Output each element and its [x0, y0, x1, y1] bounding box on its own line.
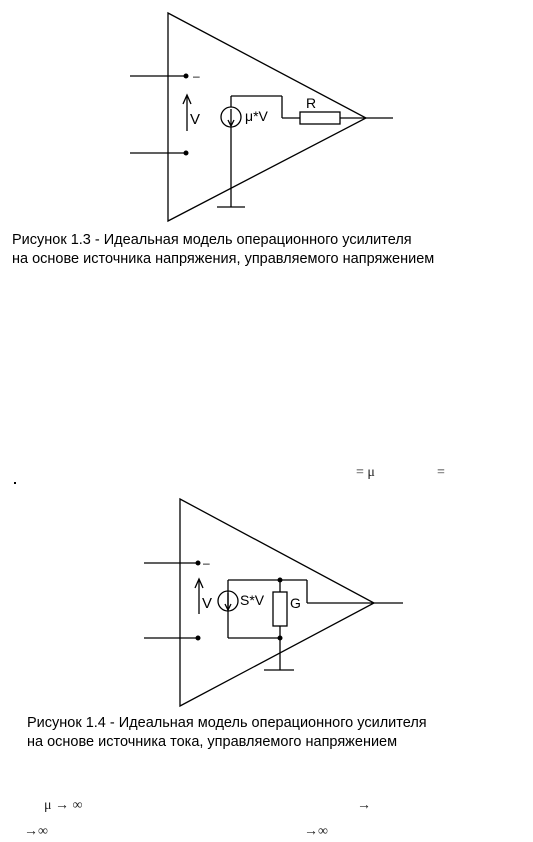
- node-dot-bottom: [278, 636, 282, 640]
- eq-mu-fragment: = μ: [356, 465, 375, 480]
- gain-label: μ*V: [245, 108, 268, 124]
- to-infinity-left-fragment: →∞: [24, 824, 48, 839]
- to-infinity-right-fragment: →∞: [304, 824, 328, 839]
- caption-line-1: Рисунок 1.3 - Идеальная модель операционного усилителя: [12, 232, 412, 248]
- caption-line-1: Рисунок 1.4 - Идеальная модель операционного усилителя: [27, 715, 427, 731]
- v-label-2: V: [202, 595, 213, 612]
- arrow-fragment: →: [357, 798, 371, 813]
- minus-terminal-dot-2: [196, 561, 200, 565]
- mu-to-infinity-fragment: μ → ∞: [44, 798, 83, 813]
- figure-1-4-caption: [27, 714, 427, 752]
- plus-terminal-dot-2: [196, 636, 200, 640]
- source-label: S*V: [240, 592, 265, 608]
- minus-sign-label: –: [193, 69, 200, 83]
- eq-fragment: =: [437, 465, 445, 480]
- r-label: R: [306, 95, 317, 111]
- caption-line-2: на основе источника напряжения, управляемого напряжением: [12, 251, 435, 267]
- g-label: G: [290, 595, 301, 611]
- caption-line-2: на основе источника тока, управляемого напряжением: [27, 734, 398, 750]
- v-label: V: [190, 111, 201, 128]
- minus-sign-label-2: –: [203, 556, 210, 570]
- node-dot-top: [278, 578, 282, 582]
